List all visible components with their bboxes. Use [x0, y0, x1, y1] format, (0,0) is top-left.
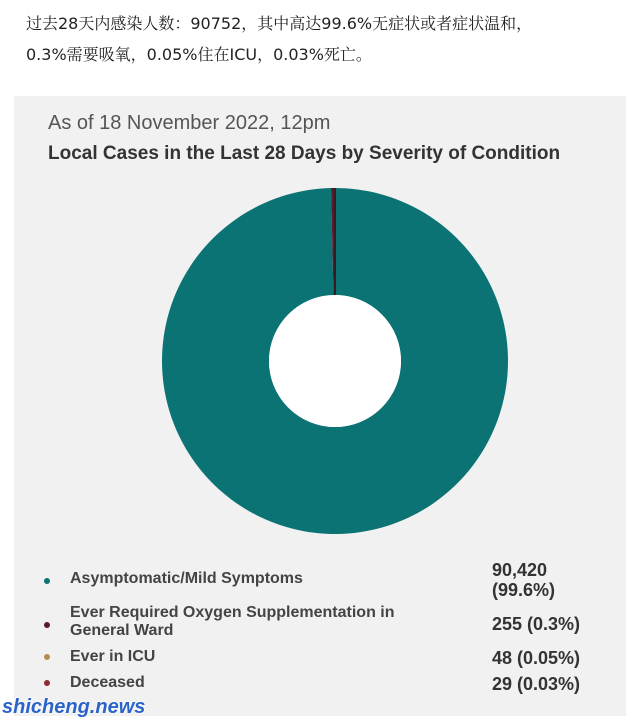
legend-value-asymptomatic: 90,420 (99.6%): [492, 560, 556, 600]
intro-line-1: 过去28天内感染人数：90752，其中高达99.6%无症状或者症状温和，: [26, 14, 533, 33]
legend-dot-asymptomatic: [44, 578, 50, 584]
legend-dot-icu: [44, 654, 50, 660]
legend-dot-deceased: [44, 680, 50, 686]
legend-dot-oxygen: [44, 622, 50, 628]
chart-subtitle: As of 18 November 2022, 12pm: [48, 112, 331, 134]
chart-title: Local Cases in the Last 28 Days by Severity of Condition: [48, 143, 561, 164]
legend-label-oxygen: Ever Required Oxygen Supplementation in General Ward: [70, 604, 395, 639]
intro-line-2: 0.3%需要吸氧，0.05%住在ICU，0.03%死亡。: [26, 45, 372, 64]
legend-value-icu: 48 (0.05%): [492, 648, 581, 668]
donut-hole: [269, 295, 401, 427]
watermark: shicheng.news: [2, 696, 146, 718]
chart-card: [14, 96, 626, 716]
legend-label-deceased: Deceased: [70, 674, 145, 691]
intro-text: [26, 8, 626, 70]
legend-label-asymptomatic: Asymptomatic/Mild Symptoms: [70, 570, 303, 587]
donut-chart: [160, 186, 510, 536]
legend-value-deceased: 29 (0.03%): [492, 674, 581, 694]
legend-label-icu: Ever in ICU: [70, 648, 156, 665]
legend-value-oxygen: 255 (0.3%): [492, 614, 581, 634]
